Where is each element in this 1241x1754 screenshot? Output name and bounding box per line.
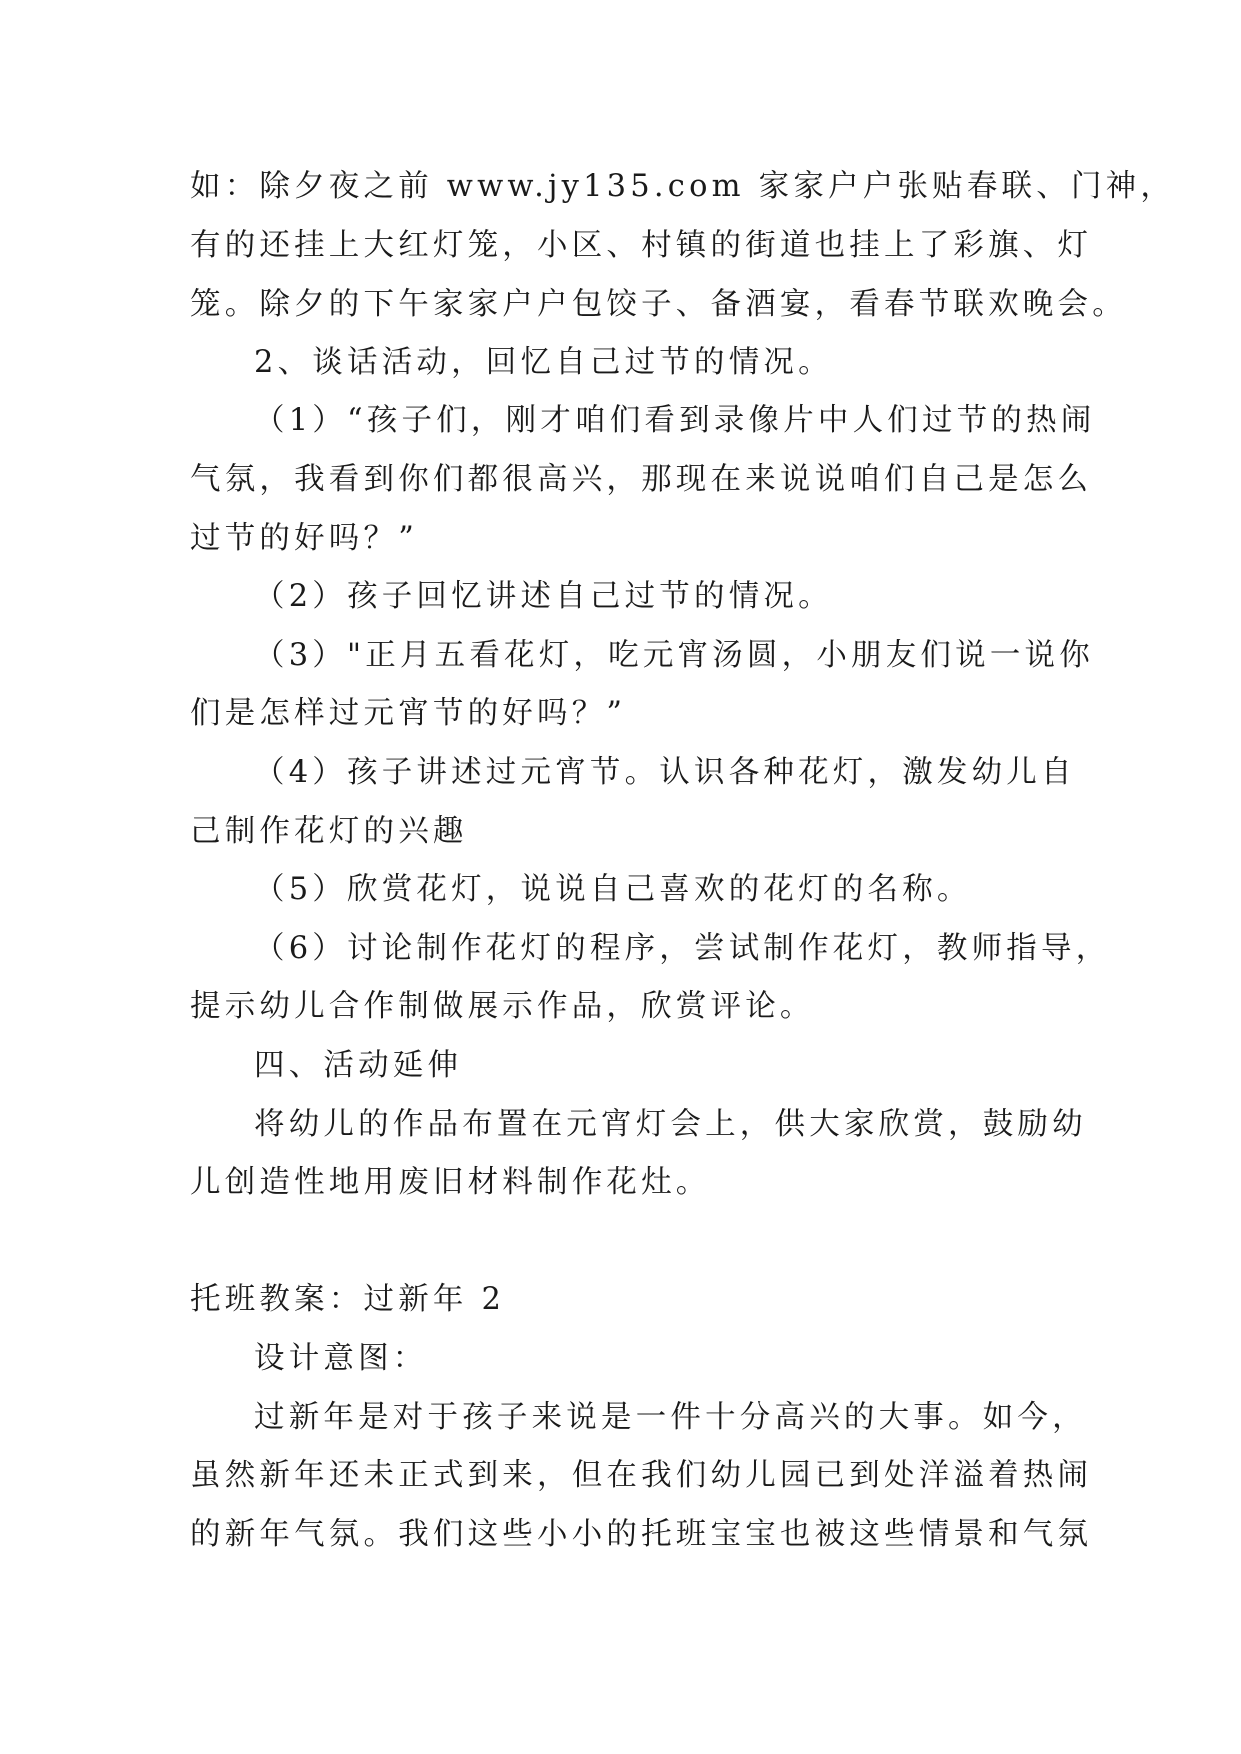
text-line: 有的还挂上大红灯笼，小区、村镇的街道也挂上了彩旗、灯 [190,228,1093,263]
text-line: （5）欣赏花灯，说说自己喜欢的花灯的名称。 [254,872,972,907]
text-line: 过新年是对于孩子来说是一件十分高兴的大事。如今， [254,1400,1087,1435]
text-line: 们是怎样过元宵节的好吗？” [190,696,627,731]
text-line: 过节的好吗？” [190,521,418,556]
text-line: 如：除夕夜之前 www.jy135.com 家家户户张贴春联、门神， [190,169,1176,204]
text-line: （3）"正月五看花灯，吃元宵汤圆，小朋友们说一说你 [254,638,1094,673]
text-line: 儿创造性地用废旧材料制作花灶。 [190,1165,711,1200]
text-line: 虽然新年还未正式到来，但在我们幼儿园已到处洋溢着热闹 [190,1458,1093,1493]
text-line: 将幼儿的作品布置在元宵灯会上，供大家欣赏，鼓励幼 [254,1107,1087,1142]
document-title: 托班教案：过新年 2 [190,1282,506,1317]
text-line: （1）“孩子们，刚才咱们看到录像片中人们过节的热闹 [254,403,1096,438]
text-line: 2、谈话活动，回忆自己过节的情况。 [254,345,833,380]
text-line: 气氛，我看到你们都很高兴，那现在来说说咱们自己是怎么 [190,462,1093,497]
section-heading: 四、活动延伸 [254,1048,463,1083]
text-line: （4）孩子讲述过元宵节。认识各种花灯，激发幼儿自 [254,755,1076,790]
text-line: （2）孩子回忆讲述自己过节的情况。 [254,579,833,614]
text-line: （6）讨论制作花灯的程序，尝试制作花灯，教师指导， [254,931,1111,966]
section-heading: 设计意图： [254,1341,428,1376]
text-line: 的新年气氛。我们这些小小的托班宝宝也被这些情景和气氛 [190,1517,1093,1552]
text-line: 提示幼儿合作制做展示作品，欣赏评论。 [190,989,815,1024]
text-line: 笼。除夕的下午家家户户包饺子、备酒宴，看春节联欢晚会。 [190,287,1127,322]
text-line: 己制作花灯的兴趣 [190,814,468,849]
